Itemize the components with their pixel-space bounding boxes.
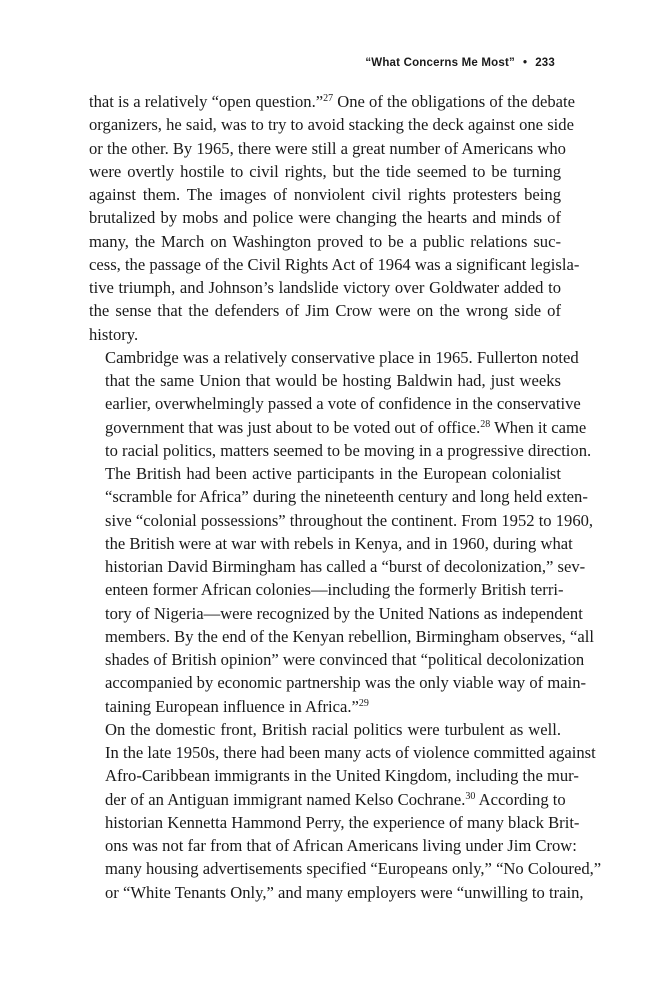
text-line	[89, 695, 561, 718]
text-line	[89, 578, 564, 601]
text-line	[89, 881, 584, 904]
text-line	[89, 555, 586, 578]
text-line	[89, 741, 596, 764]
line-text: historian Kennetta Hammond Perry, the experience of many black Brit-	[105, 812, 580, 832]
text-line	[89, 834, 577, 857]
text-line	[89, 346, 579, 369]
footnote-marker: 27	[323, 93, 334, 104]
line-text: or “White Tenants Only,” and many employers were “unwilling to train,	[105, 882, 584, 902]
line-text: many, the March on Washington proved to be a public relations suc-	[89, 231, 561, 251]
text-line	[89, 206, 561, 229]
text-line	[89, 369, 561, 392]
text-line	[89, 718, 561, 741]
text-line	[89, 462, 561, 485]
paragraph	[89, 718, 602, 904]
text-line	[89, 648, 585, 671]
line-text: that is a relatively “open question.”	[89, 92, 324, 111]
line-text-continued: One of the obligations of the debate	[333, 92, 576, 111]
text-line	[89, 253, 580, 276]
text-line	[89, 602, 583, 625]
text-line	[89, 509, 594, 532]
running-title: “What Concerns Me Most”	[365, 57, 515, 69]
line-text: enteen former African colonies—including the formerly British terri-	[105, 580, 564, 600]
line-text: der of an Antiguan immigrant named Kelso Cochrane.	[105, 789, 466, 809]
line-text: the sense that the defenders of Jim Crow were on the wrong side of	[89, 301, 561, 321]
line-text: ons was not far from that of African Americans living under Jim Crow:	[105, 836, 577, 855]
text-line	[89, 788, 566, 811]
text-line	[89, 299, 561, 322]
text-line	[89, 137, 566, 160]
text-line	[89, 392, 581, 415]
line-text: “scramble for Africa” during the nineteenth century and long held exten-	[105, 487, 588, 507]
line-text: In the late 1950s, there had been many acts of violence committed against	[105, 743, 596, 762]
line-text: taining European influence in Africa.”	[105, 696, 359, 716]
line-text: sive “colonial possessions” throughout the continent. From 1952 to 1960,	[105, 510, 594, 530]
running-head-separator: •	[522, 57, 528, 69]
footnote-marker: 30	[465, 790, 476, 802]
line-text: government that was just about to be voted out of office.	[105, 417, 481, 437]
text-line	[89, 323, 561, 346]
text-line	[89, 532, 573, 555]
body-text	[89, 90, 602, 904]
line-text: Cambridge was a relatively conservative place in 1965. Fullerton noted	[105, 347, 579, 367]
text-line	[89, 671, 587, 694]
paragraph	[89, 346, 594, 718]
text-line	[89, 90, 576, 113]
line-text: against them. The images of nonviolent civil rights protesters being	[89, 185, 561, 204]
line-text: or the other. By 1965, there were still a great number of Americans who	[89, 138, 566, 158]
text-line	[89, 857, 602, 880]
line-text: the British were at war with rebels in Kenya, and in 1960, during what	[105, 533, 573, 553]
line-text: historian David Birmingham has called a “burst of decolonization,” sev-	[105, 557, 586, 576]
line-text: were overtly hostile to civil rights, but the tide seemed to be turning	[89, 161, 561, 181]
line-text: earlier, overwhelmingly passed a vote of confidence in the conservative	[105, 394, 581, 414]
footnote-marker: 29	[358, 697, 369, 709]
text-line	[89, 230, 561, 253]
text-line	[89, 160, 561, 183]
running-head	[365, 57, 555, 69]
text-line	[89, 113, 574, 136]
line-text: accompanied by economic partnership was the only viable way of main-	[105, 673, 587, 693]
line-text: tive triumph, and Johnson’s landslide victory over Goldwater added to	[89, 278, 561, 297]
text-line	[89, 764, 579, 787]
paragraph	[89, 90, 580, 346]
text-line	[89, 811, 580, 834]
line-text: that the same Union that would be hosting Baldwin had, just weeks	[105, 371, 561, 390]
line-text-continued: According to	[475, 789, 566, 809]
text-line	[89, 183, 561, 206]
line-text: to racial politics, matters seemed to be moving in a progressive direction.	[105, 440, 592, 460]
text-line	[89, 276, 561, 299]
line-text: history.	[89, 324, 139, 344]
text-line	[89, 416, 587, 439]
page-number: 233	[535, 57, 555, 69]
line-text: brutalized by mobs and police were changing the hearts and minds of	[89, 208, 561, 228]
line-text: On the domestic front, British racial politics were turbulent as well.	[105, 719, 561, 739]
line-text-continued: When it came	[490, 417, 587, 437]
text-line	[89, 625, 594, 648]
line-text: organizers, he said, was to try to avoid stacking the deck against one side	[89, 115, 574, 135]
line-text: many housing advertisements specified “Europeans only,” “No Coloured,”	[105, 859, 602, 879]
line-text: The British had been active participants in the European colonialist	[105, 464, 561, 483]
line-text: tory of Nigeria—were recognized by the United Nations as independent	[105, 603, 583, 623]
line-text: Afro-Caribbean immigrants in the United Kingdom, including the mur-	[105, 766, 579, 786]
text-line	[89, 439, 592, 462]
line-text: shades of British opinion” were convinced that “political decolonization	[105, 650, 585, 669]
text-line	[89, 485, 588, 508]
line-text: cess, the passage of the Civil Rights Act of 1964 was a significant legisla-	[89, 254, 580, 274]
footnote-marker: 28	[480, 418, 491, 430]
line-text: members. By the end of the Kenyan rebellion, Birmingham observes, “all	[105, 626, 594, 646]
